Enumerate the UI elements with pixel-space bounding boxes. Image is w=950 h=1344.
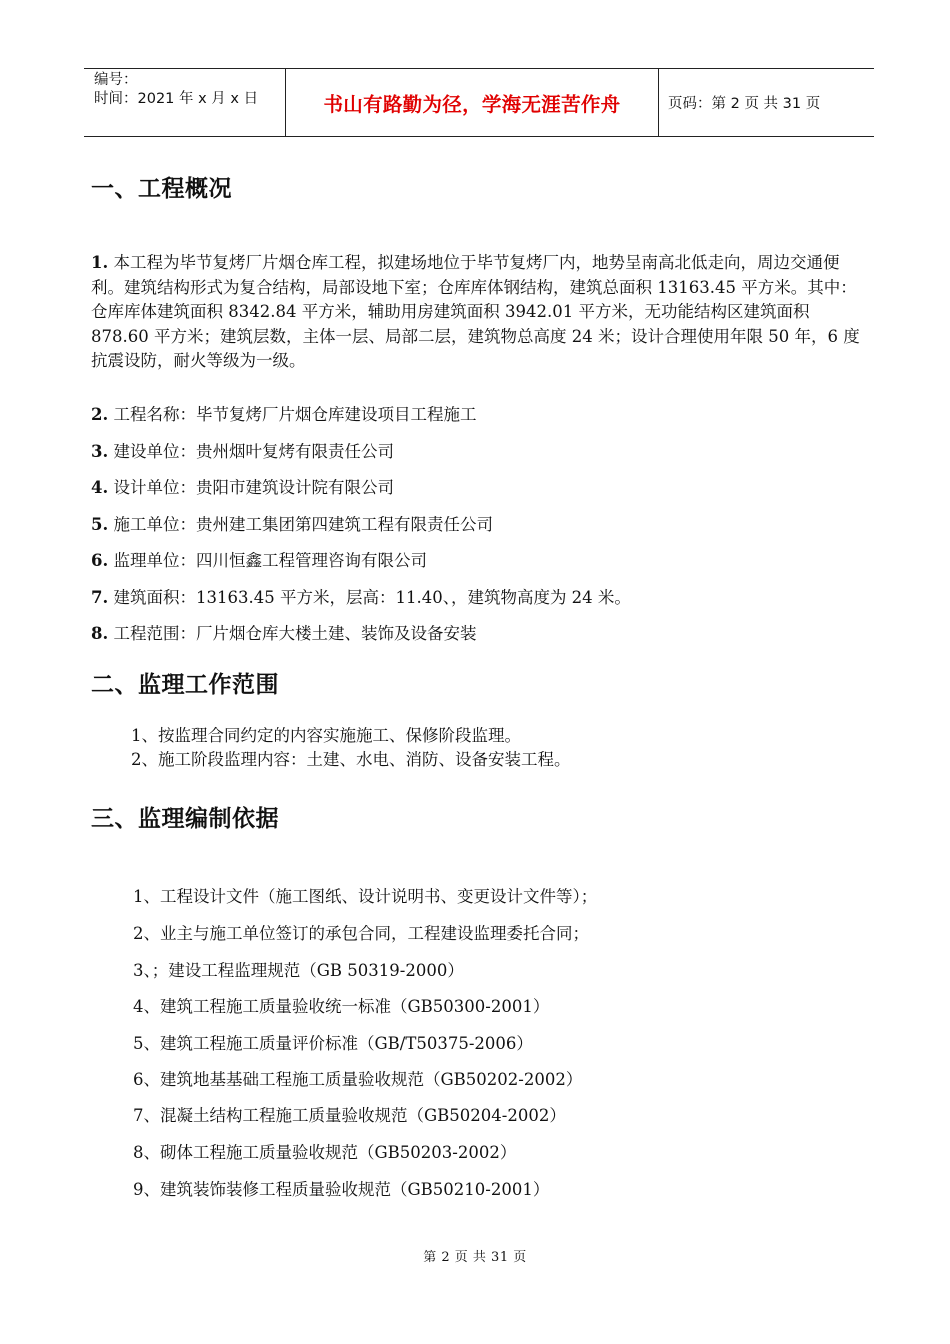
header-motto: 书山有路勤为径，学海无涯苦作舟 bbox=[323, 92, 621, 116]
overview-item bbox=[91, 547, 427, 571]
document-time-label: 时间：2021 年 x 月 x 日 bbox=[94, 91, 259, 107]
page-footer bbox=[0, 1246, 950, 1265]
overview-item-number: 3. bbox=[91, 442, 109, 461]
basis-item: 1、工程设计文件（施工图纸、设计说明书、变更设计文件等）； bbox=[133, 887, 598, 906]
overview-item bbox=[91, 584, 631, 608]
basis-item: 7、混凝土结构工程施工质量验收规范（GB50204-2002） bbox=[133, 1106, 566, 1125]
overview-intro-paragraph bbox=[91, 251, 866, 374]
header-page-info: 页码：第 2 页 共 31 页 bbox=[668, 96, 821, 112]
header-motto-cell bbox=[286, 69, 659, 136]
section-title-overview: 一、工程概况 bbox=[91, 176, 232, 202]
overview-item bbox=[91, 401, 476, 425]
overview-item-number: 4. bbox=[91, 478, 109, 497]
overview-item-number: 5. bbox=[91, 515, 109, 534]
document-number-label: 编号： bbox=[94, 72, 138, 88]
overview-item-text: 设计单位：贵阳市建筑设计院有限公司 bbox=[108, 478, 394, 497]
overview-item bbox=[91, 620, 476, 644]
scope-item: 1、按监理合同约定的内容实施施工、保修阶段监理。 bbox=[131, 726, 521, 745]
header-meta-cell bbox=[84, 69, 286, 136]
overview-item-text: 工程范围：厂片烟仓库大楼土建、装饰及设备安装 bbox=[108, 624, 477, 643]
basis-item: 5、建筑工程施工质量评价标准（GB/T50375-2006） bbox=[133, 1034, 533, 1053]
overview-intro-number: 1. bbox=[91, 253, 109, 272]
overview-item-text: 施工单位：贵州建工集团第四建筑工程有限责任公司 bbox=[108, 515, 493, 534]
footer-page-number: 第 2 页 共 31 页 bbox=[423, 1250, 527, 1265]
header-page-cell bbox=[659, 69, 874, 136]
header-table bbox=[84, 68, 874, 137]
overview-item bbox=[91, 474, 394, 498]
scope-item: 2、施工阶段监理内容：土建、水电、消防、设备安装工程。 bbox=[131, 750, 571, 769]
overview-item-number: 7. bbox=[91, 588, 109, 607]
overview-item-text: 建设单位：贵州烟叶复烤有限责任公司 bbox=[108, 442, 394, 461]
basis-item: 3、；建设工程监理规范（GB 50319-2000） bbox=[133, 961, 464, 980]
section-title-basis: 三、监理编制依据 bbox=[91, 806, 279, 832]
overview-item-text: 工程名称：毕节复烤厂片烟仓库建设项目工程施工 bbox=[108, 405, 477, 424]
overview-item-text: 监理单位：四川恒鑫工程管理咨询有限公司 bbox=[108, 551, 427, 570]
basis-item: 9、建筑装饰装修工程质量验收规范（GB50210-2001） bbox=[133, 1180, 550, 1199]
basis-item: 8、砌体工程施工质量验收规范（GB50203-2002） bbox=[133, 1143, 517, 1162]
section-title-scope: 二、监理工作范围 bbox=[91, 672, 279, 698]
overview-item-text: 建筑面积：13163.45 平方米，层高：11.40、，建筑物高度为 24 米。 bbox=[108, 588, 631, 607]
overview-item-number: 6. bbox=[91, 551, 109, 570]
basis-item: 6、建筑地基基础工程施工质量验收规范（GB50202-2002） bbox=[133, 1070, 583, 1089]
basis-item: 4、建筑工程施工质量验收统一标准（GB50300-2001） bbox=[133, 997, 550, 1016]
overview-item-number: 2. bbox=[91, 405, 109, 424]
overview-item-number: 8. bbox=[91, 624, 109, 643]
overview-item bbox=[91, 511, 493, 535]
overview-item bbox=[91, 438, 394, 462]
overview-intro-text: 本工程为毕节复烤厂片烟仓库工程，拟建场地位于毕节复烤厂内，地势呈南高北低走向，周边交通便利。建筑结构形式为复合结构，局部设地下室；仓库库体钢结构，建筑总面积 13163.45 平方米。其中：仓库库体建筑面积 8342.84 平方米，辅助用房建筑面积 3942.01 平方米，无功能结构区建筑面积 878.60 平方米；建筑层数，主体一层、局部二层，建筑物总高度 24 米；设计合理使用年限 50 年，6 度抗震设防，耐火等级为一级。 bbox=[91, 253, 860, 370]
basis-item: 2、业主与施工单位签订的承包合同，工程建设监理委托合同； bbox=[133, 924, 589, 943]
